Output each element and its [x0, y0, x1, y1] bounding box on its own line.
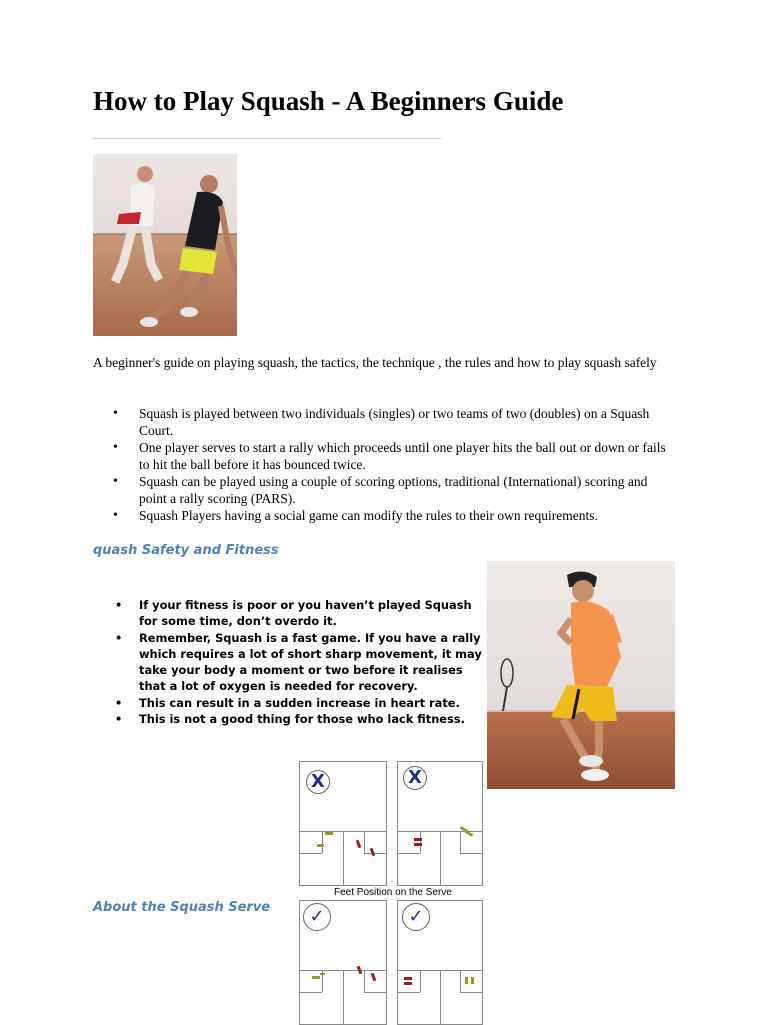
foot-icon	[465, 977, 468, 984]
foot-icon	[312, 976, 320, 979]
rules-list	[93, 405, 673, 524]
foot-icon	[471, 977, 474, 984]
safety-heading: quash Safety and Fitness	[93, 543, 279, 558]
two-players-photo	[93, 154, 237, 336]
foot-icon	[414, 843, 422, 846]
foot-icon	[404, 982, 412, 985]
foot-icon	[317, 844, 324, 847]
foot-icon	[370, 848, 376, 857]
court-diagram-right-right	[397, 900, 483, 1025]
foot-icon	[404, 977, 412, 980]
court-diagram-right-left	[299, 900, 387, 1025]
player-photo	[487, 561, 675, 789]
foot-icon	[320, 973, 325, 975]
serve-heading: About the Squash Serve	[93, 900, 271, 915]
intro-text: A beginner's guide on playing squash, the tactics, the technique , the rules and how to play squash safely	[93, 355, 657, 370]
list-item: • This can result in a sudden increase in heart rate.	[93, 695, 488, 711]
foot-icon	[356, 840, 362, 849]
list-item: • Squash Players having a social game can modify the rules to their own requirements.	[93, 507, 673, 524]
list-item: • Remember, Squash is a fast game. If you have a rally which requires a lot of short sharp movement, it may take your body a moment or two before it realises that a lot of oxygen is needed for recovery.	[93, 630, 488, 695]
foot-icon	[371, 973, 377, 982]
list-item: • Squash can be played using a couple of scoring options, traditional (International) scoring and point a rally scoring (PARS).	[93, 473, 673, 507]
court-diagram-wrong-left	[299, 761, 387, 886]
court-diagram-wrong-right	[397, 761, 483, 886]
wrong-mark-icon: X	[403, 766, 427, 790]
page-title: How to Play Squash - A Beginners Guide	[93, 86, 564, 116]
diagram-caption: Feet Position on the Serve	[334, 887, 452, 898]
foot-icon	[414, 838, 422, 841]
foot-icon	[357, 966, 363, 975]
list-item: • Squash is played between two individuals (singles) or two teams of two (doubles) on a Squash Court.	[93, 405, 673, 439]
check-mark-icon: ✓	[303, 903, 331, 931]
list-item: • If your fitness is poor or you haven’t played Squash for some time, don’t overdo it.	[93, 597, 488, 630]
wrong-mark-icon: X	[306, 770, 330, 794]
list-item: • One player serves to start a rally which proceeds until one player hits the ball out or down or fails to hit the ball before it has bounced twice.	[93, 439, 673, 473]
check-mark-icon: ✓	[402, 903, 430, 931]
list-item: • This is not a good thing for those who lack fitness.	[93, 711, 488, 727]
safety-list	[93, 597, 488, 727]
title-divider	[93, 138, 441, 139]
foot-icon	[325, 832, 333, 835]
